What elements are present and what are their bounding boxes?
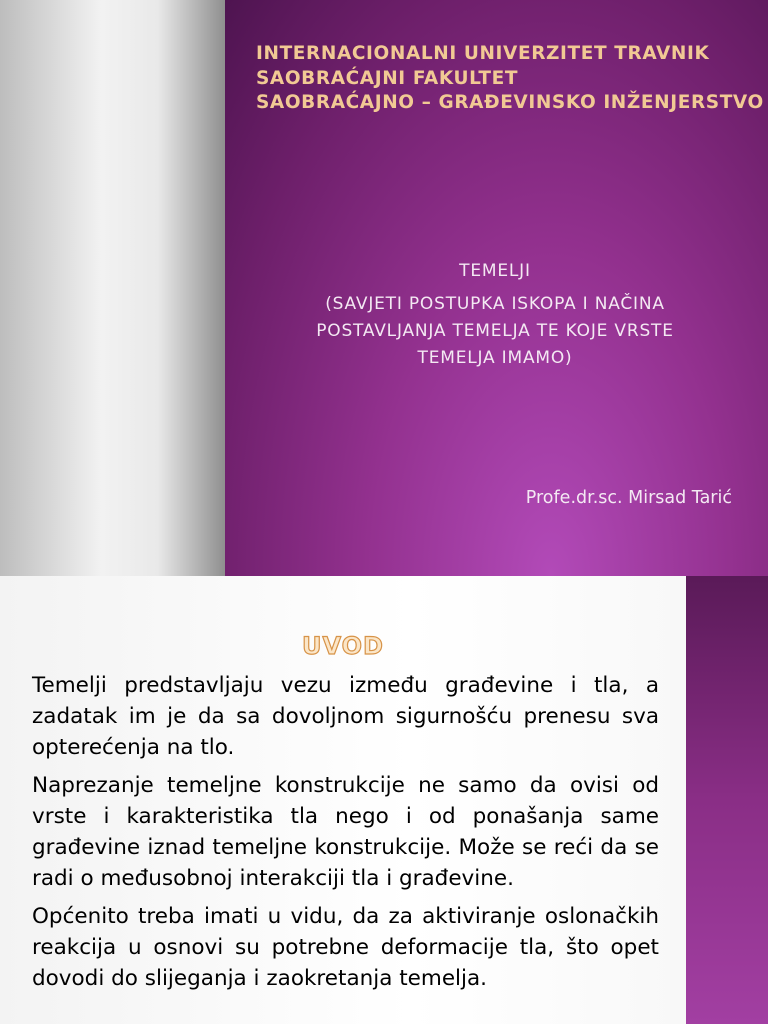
slide-body — [32, 670, 659, 1001]
intro-slide — [0, 576, 768, 1024]
paragraph: Općenito treba imati u vidu, da za aktiviranje oslonačkih reakcija u osnovi su potrebne deformacije tla, što opet dovodi do slijeganja i zaokretanja temelja. — [32, 904, 659, 991]
subtitle-line: POSTAVLJANJA TEMELJA TE KOJE VRSTE — [316, 321, 674, 341]
header-line: SAOBRAĆAJNI FAKULTET — [256, 67, 519, 89]
topic-title: TEMELJI — [459, 261, 531, 281]
header-line: SAOBRAĆAJNO – GRAĐEVINSKO INŽENJERSTVO — [256, 92, 764, 113]
paragraph: Temelji predstavljaju vezu između građevine i tla, a zadatak im je da sa dovoljnom sigurnošću prenesu sva opterećenja na tlo. — [32, 673, 659, 760]
author-name: Profe.dr.sc. Mirsad Tarić — [525, 488, 732, 508]
subtitle-line: (SAVJETI POSTUPKA ISKOPA I NAČINA — [325, 294, 665, 314]
institution-header — [256, 42, 764, 116]
slide-side-bar — [686, 576, 768, 1024]
paragraph: Naprezanje temeljne konstrukcije ne samo da ovisi od vrste i karakteristika tla nego i od ponašanja same građevine iznad temeljne konstrukcije. Može se reći da se radi o međusobnoj interakciji tla i građevine. — [32, 773, 659, 891]
slide-subtitle — [245, 258, 745, 372]
subtitle-line: TEMELJA IMAMO) — [417, 348, 573, 368]
slide-left-panel — [0, 0, 225, 576]
header-line: INTERNACIONALNI UNIVERZITET TRAVNIK — [256, 43, 710, 64]
slide-title: UVOD — [302, 632, 384, 660]
